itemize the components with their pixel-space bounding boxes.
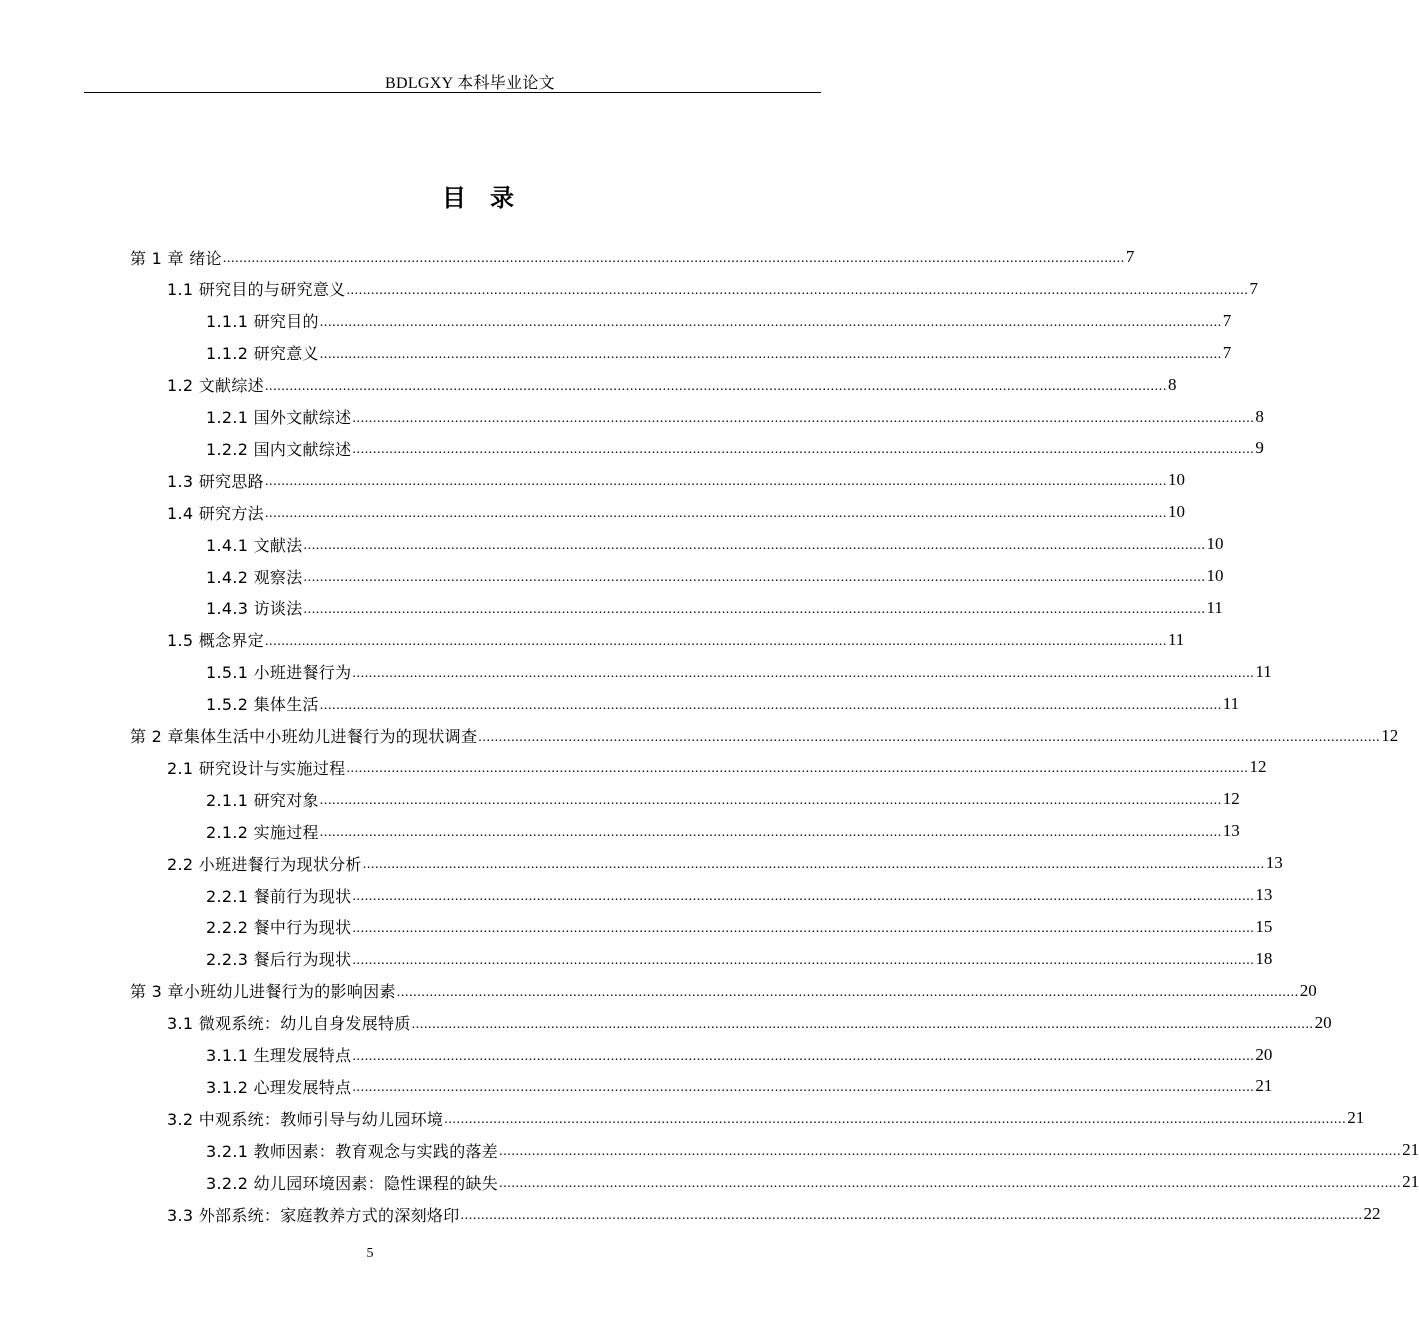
toc-dot-leader: ............................................................................................................................................................................................................................ bbox=[319, 314, 1222, 330]
toc-entry-label: 2.2.3 餐后行为现状 bbox=[206, 950, 352, 970]
toc-entry-page: 8 bbox=[1167, 374, 1177, 394]
toc-dot-leader: ............................................................................................................................................................................................................................ bbox=[352, 952, 1255, 968]
toc-dot-leader: ............................................................................................................................................................................................................................ bbox=[352, 665, 1255, 681]
toc-entry[interactable] bbox=[130, 242, 1135, 272]
toc-entry-page: 13 bbox=[1265, 853, 1283, 873]
page-number: 5 bbox=[366, 1246, 374, 1261]
toc-entry[interactable] bbox=[167, 1103, 1365, 1133]
toc-entry-page: 21 bbox=[1347, 1108, 1365, 1128]
toc-entry-label: 3.1.2 心理发展特点 bbox=[206, 1077, 352, 1097]
toc-entry-page: 11 bbox=[1167, 629, 1185, 649]
toc-entry-page: 7 bbox=[1249, 278, 1258, 298]
toc-entry-page: 10 bbox=[1206, 534, 1224, 554]
toc-dot-leader: ............................................................................................................................................................................................................................ bbox=[478, 729, 1381, 745]
toc-entry-label: 3.3 外部系统：家庭教养方式的深刻烙印 bbox=[167, 1205, 460, 1225]
toc-entry-label: 1.4.3 访谈法 bbox=[206, 599, 303, 619]
toc-entry-page: 21 bbox=[1402, 1172, 1419, 1192]
toc-dot-leader: ............................................................................................................................................................................................................................ bbox=[303, 570, 1206, 585]
toc-entry[interactable] bbox=[206, 880, 1273, 910]
toc-dot-leader: ............................................................................................................................................................................................................................ bbox=[264, 633, 1167, 649]
toc-entry-label: 2.1 研究设计与实施过程 bbox=[167, 758, 346, 778]
toc-dot-leader: ............................................................................................................................................................................................................................ bbox=[411, 1016, 1314, 1032]
toc-entry-page: 11 bbox=[1206, 597, 1223, 617]
header-divider bbox=[84, 92, 821, 93]
toc-entry-page: 9 bbox=[1255, 438, 1264, 458]
toc-entry-label: 第 2 章集体生活中小班幼儿进餐行为的现状调查 bbox=[130, 727, 478, 746]
toc-dot-leader: ............................................................................................................................................................................................................................ bbox=[499, 1176, 1402, 1192]
toc-entry-label: 3.1.1 生理发展特点 bbox=[206, 1046, 352, 1065]
toc-entry[interactable] bbox=[206, 593, 1223, 623]
toc-entry-page: 18 bbox=[1255, 948, 1273, 968]
toc-entry-page: 13 bbox=[1222, 821, 1240, 841]
toc-entry-label: 2.1.2 实施过程 bbox=[206, 822, 319, 842]
toc-dot-leader: ............................................................................................................................................................................................................................ bbox=[319, 697, 1222, 713]
toc-entry[interactable] bbox=[206, 657, 1272, 687]
toc-entry-label: 1.2.2 国内文献综述 bbox=[206, 439, 352, 459]
toc-entry[interactable] bbox=[206, 1040, 1273, 1070]
toc-entry[interactable] bbox=[206, 402, 1264, 432]
running-header: BDLGXY 本科毕业论文 bbox=[385, 75, 555, 92]
toc-entry-label: 3.1 微观系统：幼儿自身发展特质 bbox=[167, 1014, 411, 1034]
toc-dot-leader: ............................................................................................................................................................................................................................ bbox=[352, 889, 1255, 904]
toc-entry-label: 1.4.2 观察法 bbox=[206, 567, 303, 587]
toc-dot-leader: ............................................................................................................................................................................................................................ bbox=[352, 920, 1255, 936]
toc-entry-page: 21 bbox=[1402, 1140, 1419, 1160]
toc-entry-page: 13 bbox=[1255, 885, 1273, 904]
toc-entry-page: 8 bbox=[1255, 406, 1264, 426]
toc-entry-label: 1.2.1 国外文献综述 bbox=[206, 408, 352, 427]
toc-entry-label: 2.2.2 餐中行为现状 bbox=[206, 918, 352, 938]
toc-entry-label: 1.5.2 集体生活 bbox=[206, 695, 319, 715]
toc-entry[interactable] bbox=[167, 625, 1185, 655]
toc-entry-page: 15 bbox=[1255, 916, 1273, 936]
toc-dot-leader: ............................................................................................................................................................................................................................ bbox=[319, 793, 1222, 809]
toc-entry[interactable] bbox=[206, 561, 1224, 591]
toc-entry[interactable] bbox=[167, 497, 1185, 527]
toc-entry[interactable] bbox=[206, 338, 1232, 368]
toc-entry-page: 12 bbox=[1222, 789, 1240, 809]
toc-dot-leader: ............................................................................................................................................................................................................................ bbox=[346, 282, 1249, 298]
toc-entry[interactable] bbox=[206, 912, 1273, 942]
toc-entry-page: 11 bbox=[1222, 693, 1240, 713]
toc-entry-page: 20 bbox=[1314, 1012, 1332, 1032]
toc-entry-page: 7 bbox=[1222, 342, 1232, 362]
toc-entry-page: 20 bbox=[1299, 980, 1317, 1000]
toc-dot-leader: ............................................................................................................................................................................................................................ bbox=[319, 346, 1222, 362]
toc-entry-page: 20 bbox=[1255, 1044, 1273, 1064]
toc-dot-leader: ............................................................................................................................................................................................................................ bbox=[352, 1048, 1255, 1064]
toc-title: 目录 bbox=[442, 184, 538, 212]
toc-entry[interactable] bbox=[206, 433, 1264, 463]
toc-dot-leader: ............................................................................................................................................................................................................................ bbox=[319, 825, 1222, 841]
toc-entry[interactable] bbox=[167, 848, 1283, 878]
toc-entry-label: 2.2 小班进餐行为现状分析 bbox=[167, 854, 362, 874]
toc-entry-label: 2.2.1 餐前行为现状 bbox=[206, 886, 352, 906]
toc-entry[interactable] bbox=[206, 306, 1232, 336]
toc-entry[interactable] bbox=[167, 1008, 1332, 1038]
toc-dot-leader: ............................................................................................................................................................................................................................ bbox=[303, 538, 1206, 554]
toc-entry-label: 1.3 研究思路 bbox=[167, 471, 264, 491]
toc-entry-label: 1.5 概念界定 bbox=[167, 631, 264, 651]
toc-dot-leader: ............................................................................................................................................................................................................................ bbox=[352, 410, 1255, 426]
toc-dot-leader: ............................................................................................................................................................................................................................ bbox=[362, 857, 1265, 873]
toc-dot-leader: ............................................................................................................................................................................................................................ bbox=[396, 984, 1299, 1000]
toc-entry-label: 1.1.1 研究目的 bbox=[206, 312, 319, 332]
toc-dot-leader: ............................................................................................................................................................................................................................ bbox=[352, 1080, 1255, 1096]
toc-entry[interactable] bbox=[167, 274, 1258, 304]
toc-entry[interactable] bbox=[206, 689, 1240, 719]
toc-entry[interactable] bbox=[206, 1071, 1273, 1101]
toc-entry-page: 22 bbox=[1363, 1204, 1381, 1223]
toc-entry-page: 7 bbox=[1222, 310, 1232, 330]
toc-entry[interactable] bbox=[167, 1199, 1381, 1229]
toc-entry-label: 3.2.1 教师因素：教育观念与实践的落差 bbox=[206, 1141, 499, 1161]
toc-entry-label: 1.1 研究目的与研究意义 bbox=[167, 280, 346, 300]
toc-entry-page: 21 bbox=[1255, 1076, 1273, 1096]
toc-entry-page: 10 bbox=[1206, 566, 1224, 585]
toc-entry-label: 3.2.2 幼儿园环境因素：隐性课程的缺失 bbox=[206, 1173, 499, 1193]
toc-entry[interactable] bbox=[130, 721, 1399, 751]
toc-entry-label: 1.1.2 研究意义 bbox=[206, 344, 319, 364]
toc-dot-leader: ............................................................................................................................................................................................................................ bbox=[222, 251, 1125, 266]
toc-dot-leader: ............................................................................................................................................................................................................................ bbox=[303, 601, 1206, 617]
toc-dot-leader: ............................................................................................................................................................................................................................ bbox=[264, 378, 1167, 394]
toc-dot-leader: ............................................................................................................................................................................................................................ bbox=[352, 442, 1255, 458]
toc-dot-leader: ............................................................................................................................................................................................................................ bbox=[264, 474, 1167, 490]
toc-entry[interactable] bbox=[206, 529, 1224, 559]
toc-entry[interactable] bbox=[206, 816, 1240, 846]
toc-entry-label: 1.5.1 小班进餐行为 bbox=[206, 663, 352, 683]
toc-entry[interactable] bbox=[206, 944, 1273, 974]
toc-entry[interactable] bbox=[167, 370, 1177, 400]
toc-dot-leader: ............................................................................................................................................................................................................................ bbox=[444, 1112, 1347, 1128]
toc-entry-page: 12 bbox=[1381, 725, 1399, 745]
toc-dot-leader: ............................................................................................................................................................................................................................ bbox=[346, 761, 1249, 777]
toc-entry-label: 第 3 章小班幼儿进餐行为的影响因素 bbox=[130, 982, 396, 1002]
toc-entry-page: 12 bbox=[1249, 757, 1267, 777]
toc-entry[interactable] bbox=[206, 1167, 1419, 1197]
toc-entry-label: 第 1 章 绪论 bbox=[130, 248, 222, 268]
toc-dot-leader: ............................................................................................................................................................................................................................ bbox=[499, 1144, 1402, 1160]
toc-entry-page: 7 bbox=[1125, 247, 1135, 266]
toc-entry-label: 1.2 文献综述 bbox=[167, 376, 264, 396]
toc-entry[interactable] bbox=[206, 1135, 1419, 1165]
toc-entry-label: 3.2 中观系统：教师引导与幼儿园环境 bbox=[167, 1109, 444, 1129]
toc-entry[interactable] bbox=[167, 752, 1267, 782]
toc-entry[interactable] bbox=[206, 784, 1240, 814]
toc-dot-leader: ............................................................................................................................................................................................................................ bbox=[264, 506, 1167, 522]
toc-entry-label: 1.4 研究方法 bbox=[167, 503, 264, 523]
toc-entry[interactable] bbox=[130, 976, 1317, 1006]
toc-entry-page: 10 bbox=[1167, 502, 1185, 522]
toc-entry-page: 11 bbox=[1255, 661, 1272, 681]
toc-entry-page: 10 bbox=[1167, 470, 1185, 490]
toc-entry-label: 1.4.1 文献法 bbox=[206, 535, 303, 555]
toc-entry[interactable] bbox=[167, 465, 1185, 495]
toc-dot-leader: ............................................................................................................................................................................................................................ bbox=[460, 1208, 1363, 1223]
toc-entry-label: 2.1.1 研究对象 bbox=[206, 790, 319, 810]
